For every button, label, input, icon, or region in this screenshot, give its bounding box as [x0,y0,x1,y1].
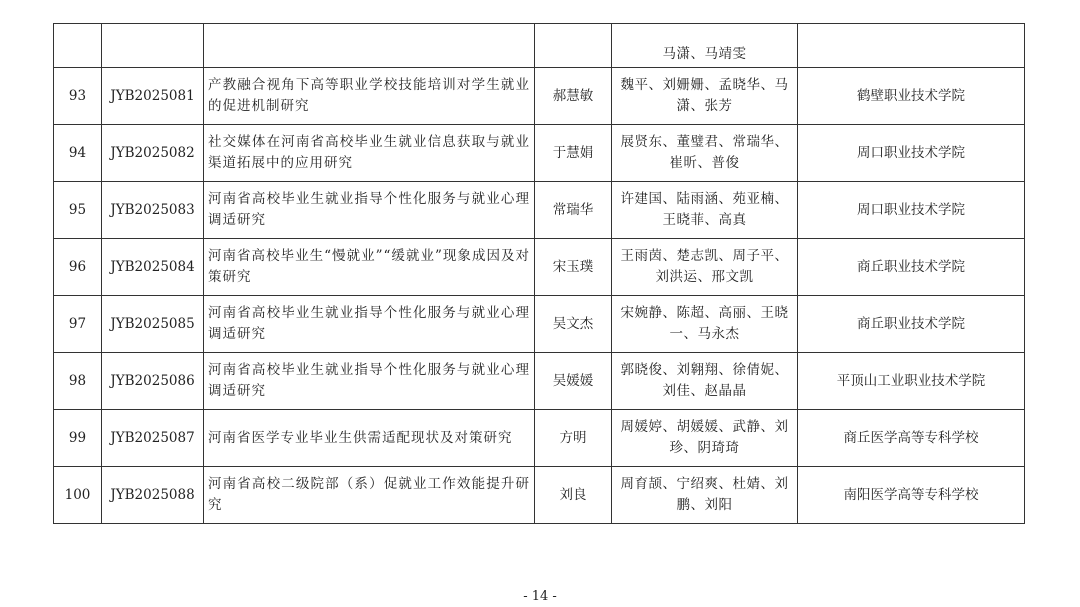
cell-project-leader: 于慧娟 [535,125,612,182]
cell-project-code: JYB2025081 [102,68,204,125]
cell-number: 96 [54,239,102,296]
cell-project-title: 河南省高校二级院部（系）促就业工作效能提升研究 [204,467,535,524]
cell-institution: 平顶山工业职业技术学院 [798,353,1025,410]
cell-institution: 南阳医学高等专科学校 [798,467,1025,524]
cell-members: 郭晓俊、刘翱翔、徐倩妮、刘佳、赵晶晶 [612,353,798,410]
cell-number: 98 [54,353,102,410]
table-row [54,68,1025,125]
cell-project-leader: 刘良 [535,467,612,524]
cell-project-leader: 吴文杰 [535,296,612,353]
cell-members: 展贤东、董璧君、常瑞华、崔昕、普俊 [612,125,798,182]
cell-project-leader: 吴媛媛 [535,353,612,410]
cell-project-code: JYB2025082 [102,125,204,182]
page-number: - 14 - [523,589,557,604]
cell-institution: 商丘医学高等专科学校 [798,410,1025,467]
cell-number: 100 [54,467,102,524]
cell-project-code: JYB2025086 [102,353,204,410]
cell-project-code: JYB2025084 [102,239,204,296]
cell-members: 王雨茵、楚志凯、周子平、刘洪运、邢文凯 [612,239,798,296]
table-row [54,239,1025,296]
table-row [54,467,1025,524]
cell-project-title [204,24,535,68]
cell-project-title: 河南省高校毕业生就业指导个性化服务与就业心理调适研究 [204,353,535,410]
cell-project-title: 河南省高校毕业生就业指导个性化服务与就业心理调适研究 [204,182,535,239]
cell-number: 97 [54,296,102,353]
cell-project-leader: 宋玉璞 [535,239,612,296]
cell-members: 魏平、刘姗姗、孟晓华、马潇、张芳 [612,68,798,125]
cell-project-leader: 郝慧敏 [535,68,612,125]
cell-members: 马潇、马靖雯 [612,24,798,68]
cell-institution [798,24,1025,68]
table-row [54,182,1025,239]
cell-number: 99 [54,410,102,467]
cell-project-code: JYB2025085 [102,296,204,353]
cell-project-code [102,24,204,68]
cell-institution: 鹤壁职业技术学院 [798,68,1025,125]
cell-project-title: 产教融合视角下高等职业学校技能培训对学生就业的促进机制研究 [204,68,535,125]
cell-project-title: 河南省医学专业毕业生供需适配现状及对策研究 [204,410,535,467]
cell-project-code: JYB2025087 [102,410,204,467]
cell-institution: 商丘职业技术学院 [798,239,1025,296]
cell-project-leader [535,24,612,68]
cell-project-leader: 常瑞华 [535,182,612,239]
cell-project-title: 河南省高校毕业生就业指导个性化服务与就业心理调适研究 [204,296,535,353]
cell-project-leader: 方明 [535,410,612,467]
table-row [54,296,1025,353]
cell-number: 95 [54,182,102,239]
cell-project-title: 河南省高校毕业生“慢就业”“缓就业”现象成因及对策研究 [204,239,535,296]
cell-project-code: JYB2025088 [102,467,204,524]
cell-number [54,24,102,68]
cell-institution: 周口职业技术学院 [798,182,1025,239]
cell-members: 周育颉、宁绍爽、杜婧、刘鹏、刘阳 [612,467,798,524]
table-row [54,410,1025,467]
cell-project-code: JYB2025083 [102,182,204,239]
table-row-continued [54,24,1025,68]
cell-number: 93 [54,68,102,125]
cell-members: 许建国、陆雨涵、苑亚楠、王晓菲、高真 [612,182,798,239]
project-table [53,23,1025,524]
cell-number: 94 [54,125,102,182]
cell-members: 周媛婷、胡媛媛、武静、刘珍、阴琦琦 [612,410,798,467]
table-row [54,353,1025,410]
cell-institution: 周口职业技术学院 [798,125,1025,182]
cell-members: 宋婉静、陈超、高丽、王晓一、马永杰 [612,296,798,353]
table-row [54,125,1025,182]
cell-institution: 商丘职业技术学院 [798,296,1025,353]
cell-project-title: 社交媒体在河南省高校毕业生就业信息获取与就业渠道拓展中的应用研究 [204,125,535,182]
